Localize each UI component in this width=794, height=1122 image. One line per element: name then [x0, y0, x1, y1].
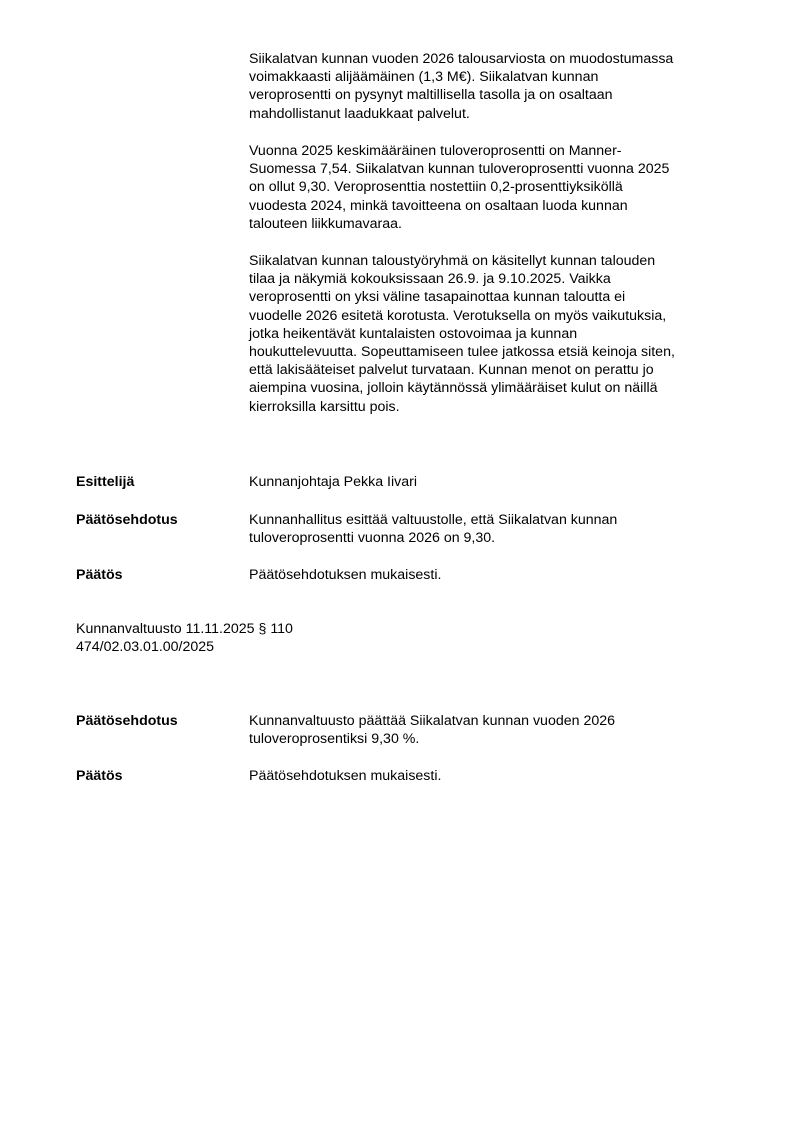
paragraph-line: että lakisääteiset palvelut turvataan. Kunnan menot on perattu jo [249, 362, 654, 379]
proposal-value [249, 712, 744, 748]
paragraph-line: vuodesta 2024, minkä tavoitteena on osaltaan luoda kunnan [249, 197, 628, 214]
paragraph-line: veroprosentti on pysynyt maltillisella tasolla ja on osaltaan [249, 87, 613, 104]
paragraph-line: aiempina vuosina, jolloin käytännössä ylimääräiset kulut on näillä [249, 380, 658, 397]
decision-value: Päätösehdotuksen mukaisesti. [249, 768, 442, 784]
paragraph-line: kierroksilla karsittu pois. [249, 398, 400, 415]
paragraph-budget-deficit [249, 50, 739, 123]
presenter-label: Esittelijä [76, 474, 135, 490]
paragraph-line: vuodelle 2026 esitetä korotusta. Verotuksella on myös vaikutuksia, [249, 307, 667, 324]
decision-label: Päätös [76, 567, 123, 583]
paragraph-line: on ollut 9,30. Veroprosenttia nostettiin 0,2-prosenttiyksiköllä [249, 179, 623, 196]
decision-value: Päätösehdotuksen mukaisesti. [249, 567, 442, 583]
paragraph-line: Siikalatvan kunnan taloustyöryhmä on käsitellyt kunnan talouden [249, 253, 656, 269]
council-meeting-header: Kunnanvaltuusto 11.11.2025 § 110 [76, 621, 293, 637]
paragraph-line: mahdollistanut laadukkaat palvelut. [249, 105, 470, 122]
paragraph-line: veroprosentti on yksi väline tasapainottaa kunnan taloutta ei [249, 289, 626, 306]
presenter-value: Kunnanjohtaja Pekka Iivari [249, 474, 417, 490]
paragraph-line: Suomessa 7,54. Siikalatvan kunnan tuloveroprosentti vuonna 2025 [249, 161, 670, 178]
paragraph-line: Siikalatvan kunnan vuoden 2026 talousarviosta on muodostumassa [249, 51, 674, 67]
paragraph-line: jotka heikentävät kuntalaisten ostovoimaa ja kunnan [249, 325, 578, 342]
proposal-label: Päätösehdotus [76, 713, 178, 729]
paragraph-line: Vuonna 2025 keskimääräinen tuloveroprosentti on Manner- [249, 143, 622, 159]
paragraph-line: voimakkaasti alijäämäinen (1,3 M€). Siikalatvan kunnan [249, 69, 599, 86]
proposal-label: Päätösehdotus [76, 512, 178, 528]
proposal-line: Kunnanvaltuusto päättää Siikalatvan kunnan vuoden 2026 [249, 713, 616, 729]
paragraph-line: houkuttelevuutta. Sopeuttamiseen tulee jatkossa etsiä keinoja siten, [249, 344, 675, 361]
paragraph-working-group [249, 252, 739, 416]
decision-label: Päätös [76, 768, 123, 784]
paragraph-line: tilaa ja näkymiä kokouksissaan 26.9. ja 9.10.2025. Vaikka [249, 271, 611, 288]
proposal-value [249, 511, 744, 547]
diary-number: 474/02.03.01.00/2025 [76, 639, 215, 655]
proposal-line: tuloveroprosentiksi 9,30 %. [249, 731, 420, 748]
proposal-line: Kunnanhallitus esittää valtuustolle, että Siikalatvan kunnan [249, 512, 618, 528]
proposal-line: tuloveroprosentti vuonna 2026 on 9,30. [249, 530, 496, 547]
paragraph-tax-rate-comparison [249, 142, 739, 233]
paragraph-line: talouteen liikkumavaraa. [249, 215, 402, 232]
